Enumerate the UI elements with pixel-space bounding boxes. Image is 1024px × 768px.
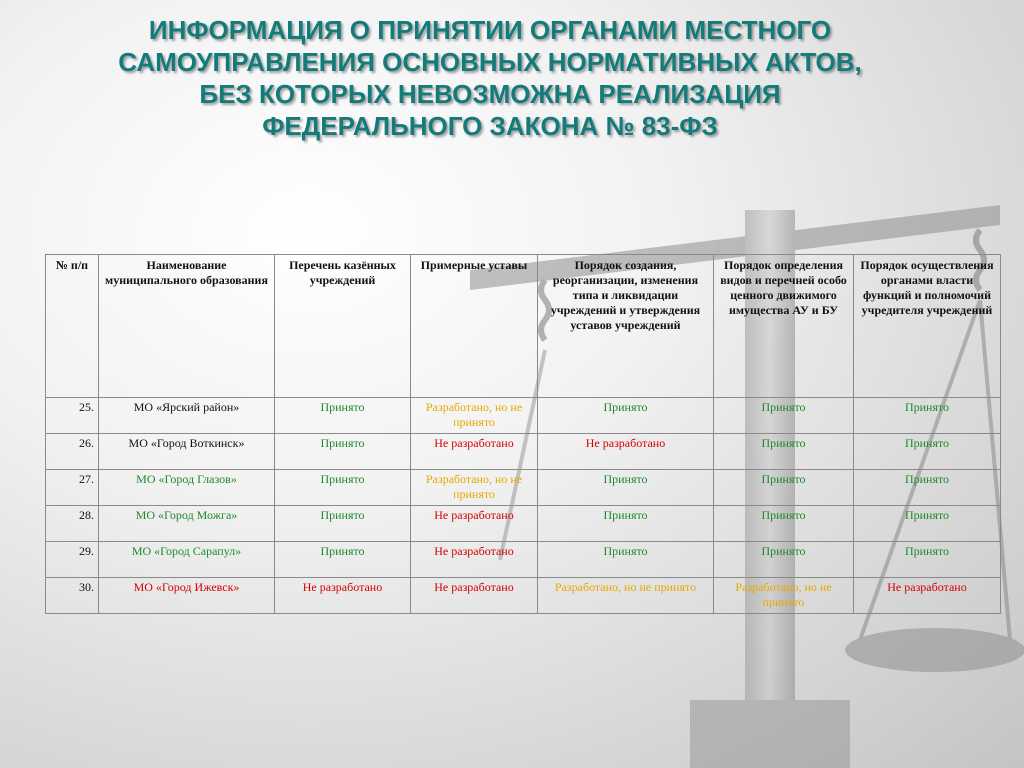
row-number: 30. [46, 578, 99, 614]
row-number: 29. [46, 542, 99, 578]
row-number: 27. [46, 470, 99, 506]
status-cell: Принято [275, 434, 411, 470]
status-cell: Принято [538, 398, 714, 434]
header-model-charters: Примерные уставы [411, 255, 538, 398]
status-cell: Принято [854, 542, 1001, 578]
status-cell: Разработано, но не принято [714, 578, 854, 614]
header-state-institutions-list: Перечень казённых учреждений [275, 255, 411, 398]
table-row [46, 506, 1001, 542]
status-cell: Не разработано [538, 434, 714, 470]
municipality-name: МО «Город Воткинск» [99, 434, 275, 470]
status-cell: Принято [275, 470, 411, 506]
status-cell: Не разработано [411, 578, 538, 614]
table-row [46, 542, 1001, 578]
header-creation-procedure: Порядок создания, реорганизации, изменения типа и ликвидации учреждений и утверждения уставов учреждений [538, 255, 714, 398]
status-cell: Не разработано [411, 434, 538, 470]
status-cell: Разработано, но не принято [538, 578, 714, 614]
status-cell: Принято [854, 506, 1001, 542]
regulations-table [45, 254, 1001, 614]
header-property-procedure: Порядок определения видов и перечней особо ценного движимого имущества АУ и БУ [714, 255, 854, 398]
status-cell: Принято [538, 542, 714, 578]
table-row [46, 398, 1001, 434]
municipality-name: МО «Ярский район» [99, 398, 275, 434]
page-title: ИНФОРМАЦИЯ О ПРИНЯТИИ ОРГАНАМИ МЕСТНОГО САМОУПРАВЛЕНИЯ ОСНОВНЫХ НОРМАТИВНЫХ АКТОВ, БЕЗ КОТОРЫХ НЕВОЗМОЖНА РЕАЛИЗАЦИЯ ФЕДЕРАЛЬНОГО ЗАКОНА № 83-ФЗ [118, 15, 862, 141]
table-row [46, 434, 1001, 470]
status-cell: Принято [854, 470, 1001, 506]
municipality-name: МО «Город Глазов» [99, 470, 275, 506]
municipality-name: МО «Город Сарапул» [99, 542, 275, 578]
status-cell: Не разработано [854, 578, 1001, 614]
status-cell: Принято [275, 398, 411, 434]
status-cell: Принято [538, 470, 714, 506]
municipality-name: МО «Город Можга» [99, 506, 275, 542]
table-row [46, 578, 1001, 614]
table-header-row [46, 255, 1001, 398]
status-cell: Принято [714, 398, 854, 434]
status-cell: Принято [854, 434, 1001, 470]
header-number: № п/п [46, 255, 99, 398]
status-cell: Принято [275, 506, 411, 542]
header-founder-functions-procedure: Порядок осуществления органами власти функций и полномочий учредителя учреждений [854, 255, 1001, 398]
status-cell: Принято [714, 506, 854, 542]
status-cell: Не разработано [411, 542, 538, 578]
status-cell: Принято [538, 506, 714, 542]
status-cell: Принято [275, 542, 411, 578]
status-cell: Принято [714, 470, 854, 506]
row-number: 26. [46, 434, 99, 470]
municipality-name: МО «Город Ижевск» [99, 578, 275, 614]
header-municipality: Наименование муниципального образования [99, 255, 275, 398]
status-cell: Разработано, но не принято [411, 398, 538, 434]
status-cell: Не разработано [411, 506, 538, 542]
status-cell: Принято [714, 434, 854, 470]
status-cell: Разработано, но не принято [411, 470, 538, 506]
row-number: 25. [46, 398, 99, 434]
table-row [46, 470, 1001, 506]
status-cell: Принято [854, 398, 1001, 434]
row-number: 28. [46, 506, 99, 542]
status-cell: Принято [714, 542, 854, 578]
status-cell: Не разработано [275, 578, 411, 614]
